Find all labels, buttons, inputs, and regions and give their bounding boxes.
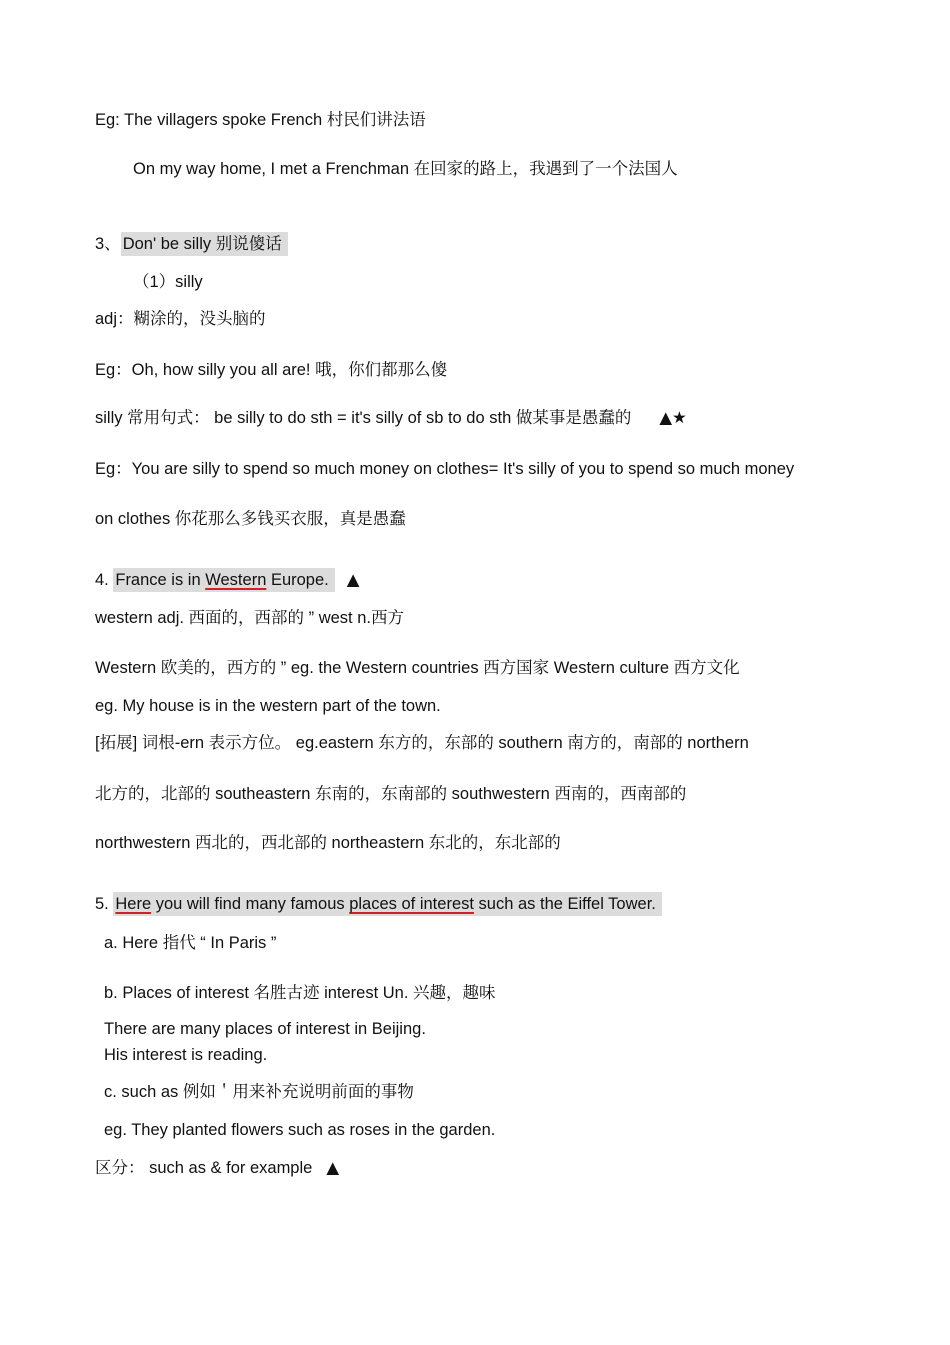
- highlighted-phrase: Here you will find many famous places of interest such as the Eiffel Tower.: [113, 892, 662, 916]
- section-4-heading: [95, 569, 359, 591]
- section-3-heading: [95, 233, 288, 255]
- section-number: 3、: [95, 235, 121, 253]
- distinguish-text: 区分： such as & for example: [95, 1159, 313, 1177]
- definition-western-capital: Western 欧美的，西方的 ” eg. the Western countries 西方国家 Western culture 西方文化: [95, 659, 740, 677]
- example-line-clothes-cont: on clothes 你花那么多钱买衣服，真是愚蠢: [95, 510, 406, 528]
- definition-silly: adj：糊涂的，没头脑的: [95, 310, 266, 328]
- pattern-text: silly 常用句式： be silly to do sth = it's silly of sb to do sth 做某事是愚蠢的: [95, 409, 632, 427]
- distinguish-line: [95, 1157, 339, 1179]
- example-line-silly: Eg：Oh, how silly you all are! 哦，你们都那么傻: [95, 361, 448, 379]
- highlighted-phrase: Don' be silly 别说傻话: [121, 232, 288, 256]
- example-line-reading: His interest is reading.: [104, 1046, 268, 1064]
- triangle-icon: ▲: [326, 1158, 340, 1177]
- extension-line-2: 北方的，北部的 southeastern 东南的，东南部的 southwestern 西南的，西南部的: [95, 785, 687, 803]
- section-5-heading: [95, 893, 662, 915]
- section-number: 5.: [95, 895, 114, 913]
- example-line-frenchman: On my way home, I met a Frenchman 在回家的路上，我遇到了一个法国人: [133, 160, 678, 178]
- highlighted-phrase: France is in Western Europe.: [113, 568, 334, 592]
- note-b-places: b. Places of interest 名胜古迹 interest Un. 兴趣，趣味: [104, 984, 496, 1002]
- underlined-word: Here: [115, 895, 152, 913]
- extension-line-3: northwestern 西北的，西北部的 northeastern 东北的，东北部的: [95, 834, 561, 852]
- example-line-roses: eg. They planted flowers such as roses in the garden.: [104, 1121, 496, 1139]
- example-line-villagers: Eg: The villagers spoke French 村民们讲法语: [95, 111, 426, 129]
- example-line-house: eg. My house is in the western part of the town.: [95, 697, 441, 715]
- extension-line-1: [拓展] 词根-ern 表示方位。 eg.eastern 东方的，东部的 southern 南方的，南部的 northern: [95, 734, 749, 752]
- note-a-here: a. Here 指代 “ In Paris ”: [104, 934, 277, 952]
- sub-item-silly: （1）silly: [133, 273, 203, 291]
- example-line-beijing: There are many places of interest in Beijing.: [104, 1020, 426, 1038]
- sentence-pattern-silly: [95, 407, 687, 429]
- triangle-icon: ▲: [346, 570, 360, 589]
- underlined-phrase: places of interest: [349, 895, 474, 913]
- section-number: 4.: [95, 571, 114, 589]
- example-line-clothes: Eg：You are silly to spend so much money on clothes= It's silly of you to spend so much money: [95, 460, 795, 478]
- underlined-word: Western: [205, 571, 267, 589]
- triangle-star-icon: ▲★: [659, 408, 687, 427]
- note-c-such-as: c. such as 例如＇用来补充说明前面的事物: [104, 1083, 414, 1101]
- definition-western: western adj. 西面的，西部的 ” west n.西方: [95, 609, 404, 627]
